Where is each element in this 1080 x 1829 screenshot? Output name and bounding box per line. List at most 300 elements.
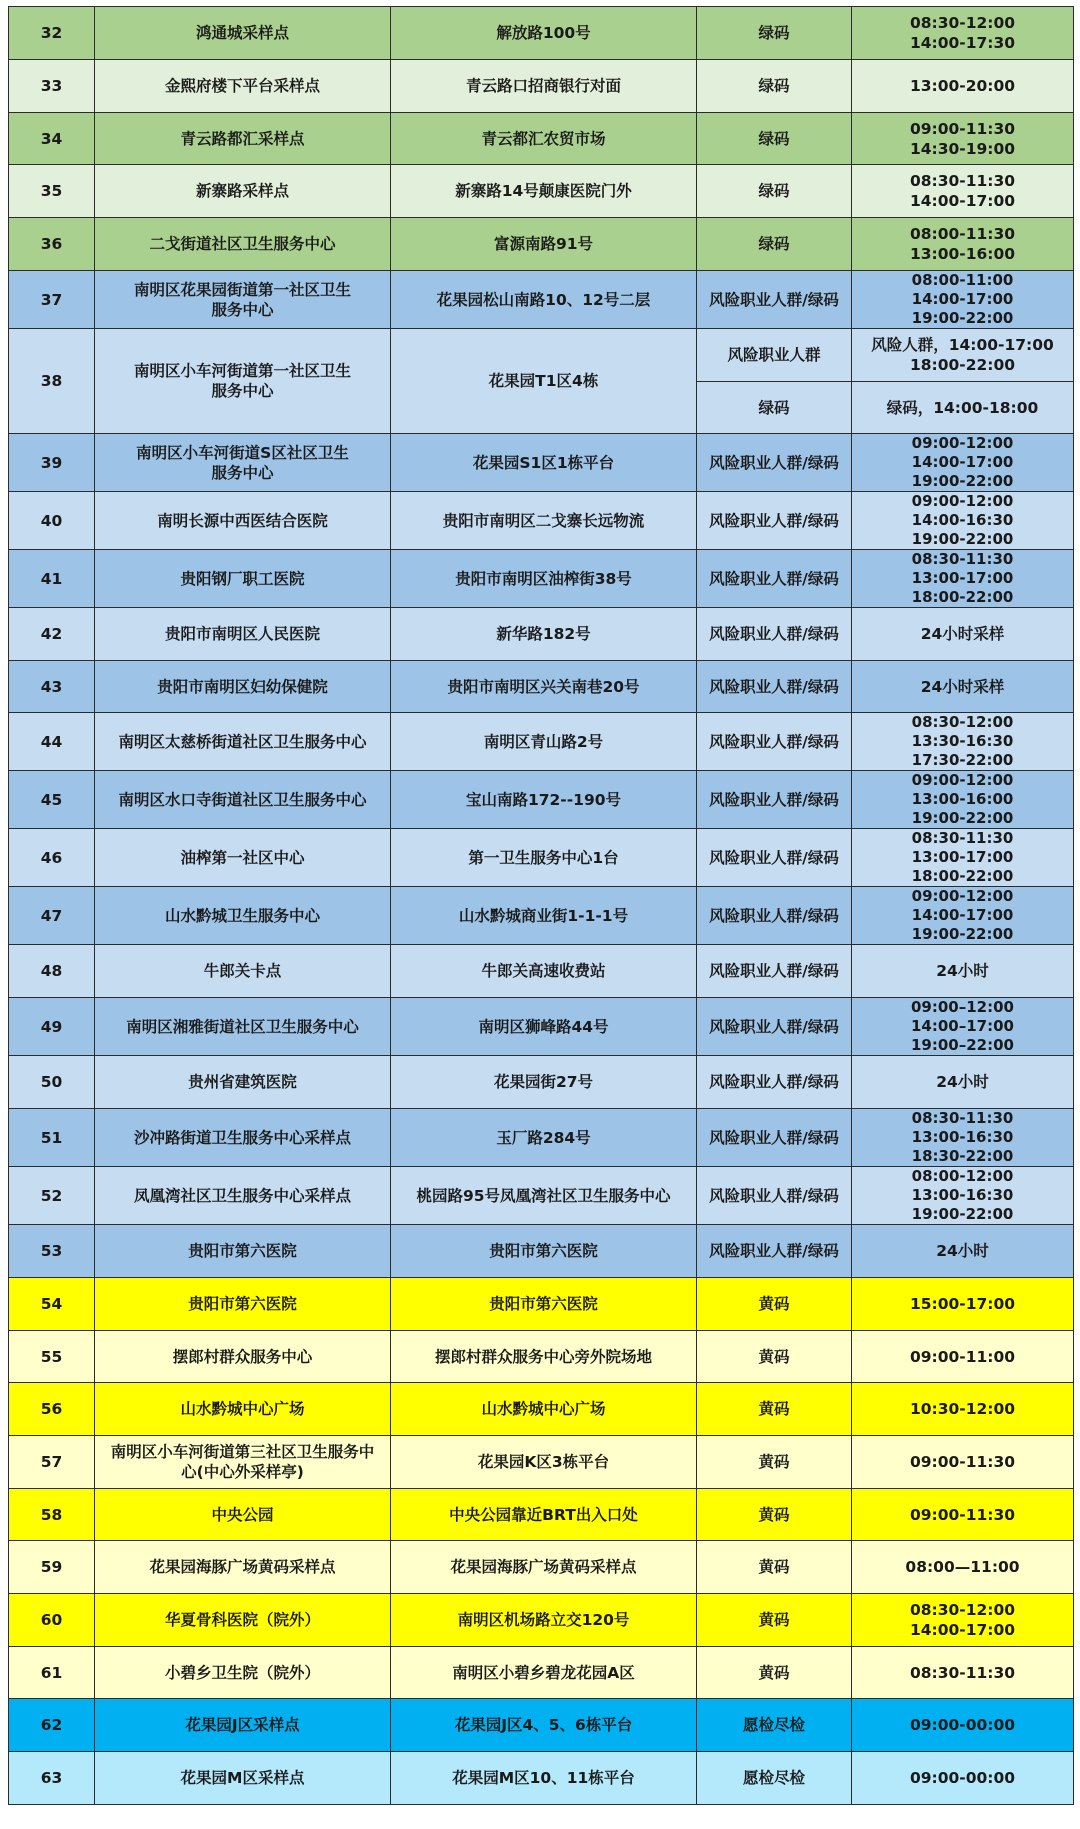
site-address-text: 山水黔城商业街1-1-1号 [458,906,629,925]
target-group-text: 黄码 [758,1295,790,1313]
row-number-text: 32 [40,24,63,42]
table-row [9,1436,1074,1489]
site-name [95,1225,391,1278]
site-name [95,271,391,329]
target-group-text: 绿码 [758,235,790,253]
row-number-text: 45 [40,790,63,809]
row-number [9,887,95,945]
site-name-text: 青云路都汇采样点 [180,129,305,148]
sampling-time-text: 14:00-17:30 [909,34,1016,52]
sampling-time-text: 09:00-12:00 [911,434,1014,452]
table-row [9,1489,1074,1541]
site-name [95,998,391,1056]
row-number-text: 37 [40,290,63,309]
table-row [9,1278,1074,1331]
site-name-text: 南明区水口寺街道社区卫生服务中心 [118,790,367,809]
row-number [9,1489,95,1541]
sampling-time-text: 13:00-16:30 [911,1186,1014,1204]
sampling-time-text: 风险人群，14:00-17:00 [871,336,1054,354]
target-group [697,382,852,434]
table-row [9,271,1074,329]
site-address-text: 花果园J区4、5、6栋平台 [454,1716,633,1734]
sampling-time-text: 09:00-12:00 [911,492,1014,510]
site-address-text: 青云路口招商银行对面 [465,77,621,95]
site-address [391,608,697,661]
target-group [697,218,852,271]
sampling-time [852,771,1074,829]
sampling-time-text: 08:30-11:30 [911,550,1014,568]
site-name-text: 南明长源中西医结合医院 [157,511,328,530]
site-name [95,165,391,218]
site-name-text: 南明区小车河街道S区社区卫生 [136,443,349,462]
site-address-text: 解放路100号 [496,24,591,42]
target-group [697,434,852,492]
site-address-text: 贵阳市南明区油榨街38号 [455,569,632,588]
site-name [95,945,391,998]
site-name [95,1056,391,1109]
row-number-text: 60 [40,1611,63,1629]
site-address-text: 贵阳市南明区兴关南巷20号 [447,677,640,696]
row-number [9,1647,95,1699]
site-address [391,1489,697,1541]
sampling-sites-table [8,6,1074,1805]
site-address-text: 南明区小碧乡碧龙花园A区 [452,1663,635,1682]
target-group-text: 风险职业人群/绿码 [709,848,839,867]
site-address-text: 新华路182号 [496,625,591,643]
table-row [9,218,1074,271]
table-row [9,113,1074,165]
row-number-text: 41 [40,569,63,588]
site-address-text: 花果园T1区4栋 [488,372,599,390]
table-row [9,60,1074,113]
row-number-text: 34 [40,129,63,148]
target-group [697,887,852,945]
row-number-text: 63 [40,1769,63,1787]
target-group-text: 风险职业人群/绿码 [709,625,839,643]
sampling-time [852,1109,1074,1167]
table-row [9,887,1074,945]
sampling-time-text: 08:00-11:30 [909,225,1016,243]
target-group-text: 绿码 [758,182,790,200]
sampling-time [852,1647,1074,1699]
sampling-time [852,608,1074,661]
site-address [391,1225,697,1278]
target-group [697,1647,852,1699]
sampling-time-text: 08:30-11:30 [909,172,1016,190]
sampling-time [852,661,1074,713]
table-row [9,829,1074,887]
site-name-text: 沙冲路街道卫生服务中心采样点 [133,1128,351,1147]
row-number-text: 33 [40,77,63,95]
target-group [697,1541,852,1594]
site-name [95,771,391,829]
site-name-text: 贵阳市南明区人民医院 [164,625,320,643]
row-number [9,113,95,165]
sampling-time-text: 24小时 [936,1242,989,1260]
site-name [95,434,391,492]
site-name-text: 山水黔城中心广场 [180,1400,305,1418]
row-number-text: 61 [40,1663,63,1682]
site-name [95,1331,391,1383]
site-address-text: 牛郎关高速收费站 [481,962,606,980]
site-name [95,829,391,887]
row-number-text: 59 [40,1558,63,1576]
site-address [391,271,697,329]
target-group-text: 黄码 [758,1505,790,1524]
target-group [697,1056,852,1109]
table-row [9,945,1074,998]
site-name-text: 心(中心外采样亭) [181,1463,304,1481]
site-name-text: 中央公园 [211,1505,274,1524]
site-address [391,998,697,1056]
target-group-text: 风险职业人群/绿码 [709,1128,839,1147]
table-row [9,771,1074,829]
sampling-time-text: 14:00-17:00 [909,192,1016,210]
sampling-time-text: 09:00-11:00 [909,1347,1016,1366]
site-name [95,1647,391,1699]
site-name [95,713,391,771]
row-number [9,945,95,998]
sampling-time-text: 14:00-16:30 [911,511,1014,529]
sampling-time [852,492,1074,550]
row-number-text: 48 [40,962,63,980]
sampling-time [852,7,1074,60]
row-number-text: 39 [40,453,63,472]
row-number [9,829,95,887]
site-address-text: 中央公园靠近BRT出入口处 [449,1505,638,1524]
site-address [391,434,697,492]
site-address [391,1594,697,1647]
table-row [9,713,1074,771]
sampling-time-text: 14:00-17:00 [911,453,1014,471]
target-group [697,492,852,550]
row-number [9,1383,95,1436]
site-address-text: 贵阳市第六医院 [489,1295,598,1313]
site-name [95,1489,391,1541]
site-address [391,661,697,713]
target-group [697,1489,852,1541]
sampling-time-text: 09:00-00:00 [909,1716,1016,1734]
target-group-text: 黄码 [758,1663,790,1682]
site-name [95,7,391,60]
table-row [9,1541,1074,1594]
sampling-time-text: 15:00-17:00 [909,1295,1016,1313]
target-group [697,829,852,887]
site-name-text: 服务中心 [211,300,274,319]
row-number [9,1278,95,1331]
site-name-text: 花果园J区采样点 [185,1716,300,1734]
sampling-time [852,1489,1074,1541]
sampling-time-text: 08:30-11:30 [911,829,1014,847]
target-group-text: 风险职业人群/绿码 [709,569,839,588]
sampling-time-text: 14:00-17:00 [911,290,1014,308]
sampling-time [852,1278,1074,1331]
sampling-time-text: 13:00-17:00 [911,569,1014,587]
target-group [697,1699,852,1752]
target-group [697,7,852,60]
site-name-text: 贵阳市第六医院 [188,1242,297,1260]
site-address [391,492,697,550]
target-group-text: 风险职业人群 [727,346,821,364]
target-group [697,1278,852,1331]
sampling-time [852,113,1074,165]
row-number [9,1056,95,1109]
sampling-time [852,271,1074,329]
row-number-text: 44 [40,732,63,751]
target-group [697,1436,852,1489]
sampling-time-text: 09:00-12:00 [911,887,1014,905]
table-row [9,1056,1074,1109]
target-group-text: 愿检尽检 [742,1769,805,1787]
site-name [95,661,391,713]
sampling-time-text: 18:00-22:00 [909,356,1016,374]
target-group-text: 风险职业人群/绿码 [709,906,839,925]
row-number [9,713,95,771]
site-address [391,771,697,829]
row-number-text: 56 [40,1400,63,1418]
target-group-text: 绿码 [758,129,790,148]
site-name [95,550,391,608]
sampling-time-text: 19:00-22:00 [911,809,1014,827]
target-group [697,1109,852,1167]
row-number [9,771,95,829]
site-address-text: 花果园街27号 [493,1073,594,1091]
site-address-text: 花果园海豚广场黄码采样点 [450,1558,637,1576]
sampling-time-text: 08:30-12:00 [909,1601,1016,1619]
table-row [9,1594,1074,1647]
site-name [95,1167,391,1225]
sampling-time [852,329,1074,382]
target-group [697,60,852,113]
sampling-time-text: 19:00-22:00 [911,472,1014,490]
site-name-text: 服务中心 [211,382,274,400]
target-group [697,1331,852,1383]
sampling-time-text: 24小时 [936,1073,989,1091]
row-number-text: 57 [40,1453,63,1471]
site-address [391,713,697,771]
sampling-time [852,1699,1074,1752]
target-group [697,661,852,713]
site-address [391,1331,697,1383]
site-address [391,113,697,165]
table-row [9,165,1074,218]
sampling-time [852,1167,1074,1225]
site-address-text: 花果园K区3栋平台 [477,1453,610,1471]
site-address-text: 第一卫生服务中心1台 [468,848,619,867]
target-group-text: 风险职业人群/绿码 [709,962,839,980]
sampling-time [852,713,1074,771]
site-address-text: 山水黔城中心广场 [481,1400,606,1418]
sampling-time [852,887,1074,945]
site-name [95,1699,391,1752]
site-address-text: 玉厂路284号 [496,1128,591,1147]
target-group [697,113,852,165]
site-name-text: 南明区湘雅街道社区卫生服务中心 [126,1017,359,1036]
target-group [697,1752,852,1805]
sampling-time-text: 19:00-22:00 [911,925,1014,943]
row-number [9,7,95,60]
table-row [9,608,1074,661]
row-number [9,998,95,1056]
sampling-time-text: 13:00-16:00 [909,245,1016,263]
row-number [9,1225,95,1278]
site-name-text: 鸿通城采样点 [195,24,289,42]
target-group [697,771,852,829]
site-name [95,113,391,165]
sampling-time [852,945,1074,998]
sampling-time [852,1752,1074,1805]
site-address-text: 贵阳市第六医院 [489,1242,598,1260]
site-address-text: 南明区狮峰路44号 [478,1017,609,1036]
target-group-text: 风险职业人群/绿码 [709,1186,839,1205]
sampling-time [852,1436,1074,1489]
table-row [9,1699,1074,1752]
sampling-time-text: 19:00-22:00 [911,530,1014,548]
site-name [95,1109,391,1167]
site-name-text: 华夏骨科医院（院外） [164,1611,320,1629]
table-row [9,1752,1074,1805]
sampling-time-text: 13:00-16:00 [911,790,1014,808]
site-address-text: 花果园松山南路10、12号二层 [436,290,651,309]
sampling-time-text: 19:00-22:00 [911,1205,1014,1223]
site-name-text: 凤凰湾社区卫生服务中心采样点 [133,1186,351,1205]
site-address [391,1278,697,1331]
table-row [9,1167,1074,1225]
sampling-time-text: 14:00–17:00 [911,1017,1014,1035]
target-group-text: 黄码 [758,1400,790,1418]
sampling-time [852,60,1074,113]
sampling-time [852,1383,1074,1436]
site-address [391,829,697,887]
site-name [95,887,391,945]
target-group-text: 愿检尽检 [742,1716,805,1734]
site-address [391,1436,697,1489]
sampling-time-text: 24小时采样 [920,677,1005,696]
target-group-text: 风险职业人群/绿码 [709,790,839,809]
sampling-time-text: 08:30-11:30 [911,1109,1014,1127]
site-name-text: 贵阳市第六医院 [188,1295,297,1313]
row-number-text: 49 [40,1017,63,1036]
target-group [697,550,852,608]
target-group-text: 风险职业人群/绿码 [709,511,839,530]
sampling-time-text: 08:30-12:00 [909,14,1016,32]
table-row [9,492,1074,550]
site-name-text: 南明区花果园街道第一社区卫生 [133,280,351,299]
row-number-text: 53 [40,1242,63,1260]
site-name [95,329,391,434]
sampling-time [852,550,1074,608]
target-group [697,1225,852,1278]
site-name-text: 牛郎关卡点 [203,962,282,980]
row-number [9,550,95,608]
row-number-text: 43 [40,677,63,696]
row-number-text: 55 [40,1347,63,1366]
row-number-text: 42 [40,625,63,643]
row-number [9,165,95,218]
sampling-time-text: 09:00–12:00 [911,998,1014,1016]
site-name [95,492,391,550]
site-address [391,329,697,434]
site-address [391,7,697,60]
row-number [9,60,95,113]
site-address-text: 南明区机场路立交120号 [457,1611,630,1629]
row-number [9,1752,95,1805]
row-number-text: 50 [40,1073,63,1091]
row-number [9,608,95,661]
target-group-text: 黄码 [758,1558,790,1576]
site-address [391,1647,697,1699]
sampling-time [852,1541,1074,1594]
table-row [9,1331,1074,1383]
row-number-text: 51 [40,1128,63,1147]
site-address [391,1752,697,1805]
sampling-time-text: 14:30-19:00 [909,139,1016,158]
sampling-time-text: 09:00-12:00 [911,771,1014,789]
sampling-time-text: 18:30-22:00 [911,1147,1014,1165]
target-group-text: 风险职业人群/绿码 [709,453,839,472]
row-number [9,492,95,550]
sampling-time-text: 绿码，14:00-18:00 [886,398,1039,417]
target-group-text: 风险职业人群/绿码 [709,1242,839,1260]
target-group-text: 黄码 [758,1611,790,1629]
site-name-text: 南明区小车河街道第三社区卫生服务中 [110,1443,375,1461]
site-name [95,1541,391,1594]
site-name-text: 新寨路采样点 [195,182,289,200]
sampling-time-text: 17:30-22:00 [911,751,1014,769]
site-name-text: 金熙府楼下平台采样点 [164,77,320,95]
target-group [697,945,852,998]
row-number-text: 62 [40,1716,63,1734]
site-address-text: 新寨路14号颠康医院门外 [455,182,632,200]
sampling-time-text: 08:00—11:00 [905,1558,1020,1576]
site-address-text: 青云都汇农贸市场 [481,129,606,148]
site-name-text: 服务中心 [211,463,274,482]
site-address [391,1167,697,1225]
target-group-text: 风险职业人群/绿码 [709,1073,839,1091]
sampling-time-text: 08:30-12:00 [911,713,1014,731]
sampling-time-text: 18:00-22:00 [911,588,1014,606]
site-address [391,1056,697,1109]
target-group-text: 黄码 [758,1453,790,1471]
sampling-time [852,218,1074,271]
target-group [697,608,852,661]
target-group-text: 绿码 [758,77,790,95]
site-name-text: 南明区小车河街道第一社区卫生 [133,362,351,380]
site-address [391,1109,697,1167]
site-name [95,1436,391,1489]
sampling-time [852,829,1074,887]
row-number [9,1541,95,1594]
row-number [9,1594,95,1647]
site-address-text: 花果园M区10、11栋平台 [452,1769,635,1787]
sampling-time-text: 13:00-20:00 [909,77,1016,95]
table-row [9,1225,1074,1278]
site-name [95,60,391,113]
site-address-text: 桃园路95号凤凰湾社区卫生服务中心 [416,1186,671,1205]
row-number [9,661,95,713]
table-row [9,1109,1074,1167]
sampling-time-text: 19:00–22:00 [911,1036,1014,1054]
sampling-time-text: 13:30-16:30 [911,732,1014,750]
row-number-text: 47 [40,906,63,925]
row-number [9,1436,95,1489]
site-name [95,608,391,661]
sampling-time-text: 08:00-11:00 [911,271,1014,289]
row-number [9,1699,95,1752]
sampling-time-text: 13:00-17:00 [911,848,1014,866]
sampling-time [852,1056,1074,1109]
site-name-text: 贵阳钢厂职工医院 [180,569,305,588]
